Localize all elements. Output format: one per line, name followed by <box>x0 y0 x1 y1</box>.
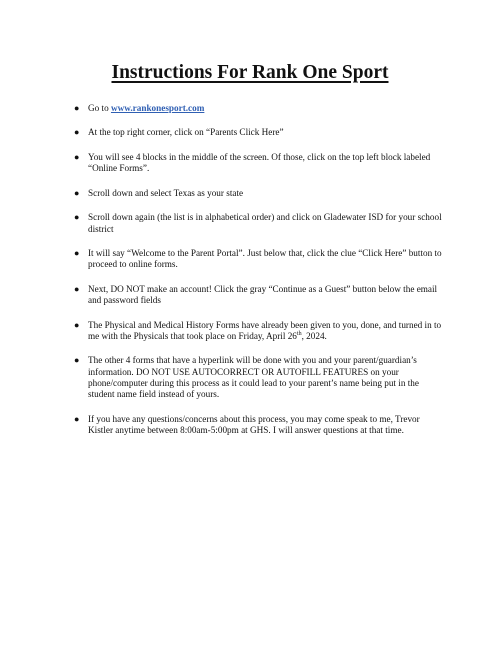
list-item-5 <box>74 212 446 235</box>
list-item-text: The Physical and Medical History Forms have already been given to you, done, and turned in to me with the Physicals that took place on Friday, April 26 <box>88 319 442 341</box>
list-item-text: It will say “Welcome to the Parent Portal”. Just below that, click the clue “Click Here” button to proceed to online forms. <box>88 248 442 270</box>
list-item-text: You will see 4 blocks in the middle of the screen. Of those, click on the top left block labeled “Online Forms”. <box>88 151 431 174</box>
list-item-text: If you have any questions/concerns about this process, you may come speak to me, Trevor Kistler anytime between 8:00am-5:00pm at GHS. I will answer questions at that time. <box>88 413 420 436</box>
list-item-text-end: , 2024. <box>301 330 327 341</box>
bullet-icon: ● <box>74 212 80 223</box>
list-item-text: At the top right corner, click on “Parents Click Here” <box>88 127 284 138</box>
list-item-text: Scroll down and select Texas as your state <box>88 187 244 198</box>
list-item-3 <box>74 152 446 175</box>
bullet-icon: ● <box>74 151 80 162</box>
bullet-icon: ● <box>74 355 80 366</box>
bullet-icon: ● <box>74 127 80 138</box>
list-item-7 <box>74 284 446 307</box>
bullet-icon: ● <box>74 103 80 113</box>
list-item-4 <box>74 188 446 199</box>
list-item-8 <box>74 320 446 343</box>
bullet-icon: ● <box>74 283 80 294</box>
list-item-6 <box>74 248 446 271</box>
list-item-text: Next, DO NOT make an account! Click the gray “Continue as a Guest” button below the email and password fields <box>88 283 438 306</box>
rankonesport-link[interactable]: www.rankonesport.com <box>110 103 205 113</box>
list-item-1 <box>74 103 446 114</box>
page-title-text: Instructions For Rank One Sport <box>111 62 389 83</box>
ordinal-suffix: th <box>296 330 302 337</box>
list-item-text: The other 4 forms that have a hyperlink will be done with you and your parent/guardian’s information. DO NOT USE AUTOCORRECT OR AUTOFILL FEATURES on your phone/computer during this process as it could lead to your parent’s name being put in the student name field instead of yours. <box>88 355 419 400</box>
list-item-9 <box>74 355 446 400</box>
bullet-icon: ● <box>74 319 80 330</box>
page-title <box>0 61 500 85</box>
list-item-text: Scroll down again (the list is in alphabetical order) and click on Gladewater ISD for your school district <box>88 212 442 234</box>
bullet-icon: ● <box>74 187 80 198</box>
list-item-2 <box>74 127 446 138</box>
instruction-list <box>74 103 446 450</box>
bullet-icon: ● <box>74 413 80 424</box>
bullet-icon: ● <box>74 248 80 259</box>
list-item-10 <box>74 414 446 437</box>
list-item-text: Go to <box>88 103 111 113</box>
